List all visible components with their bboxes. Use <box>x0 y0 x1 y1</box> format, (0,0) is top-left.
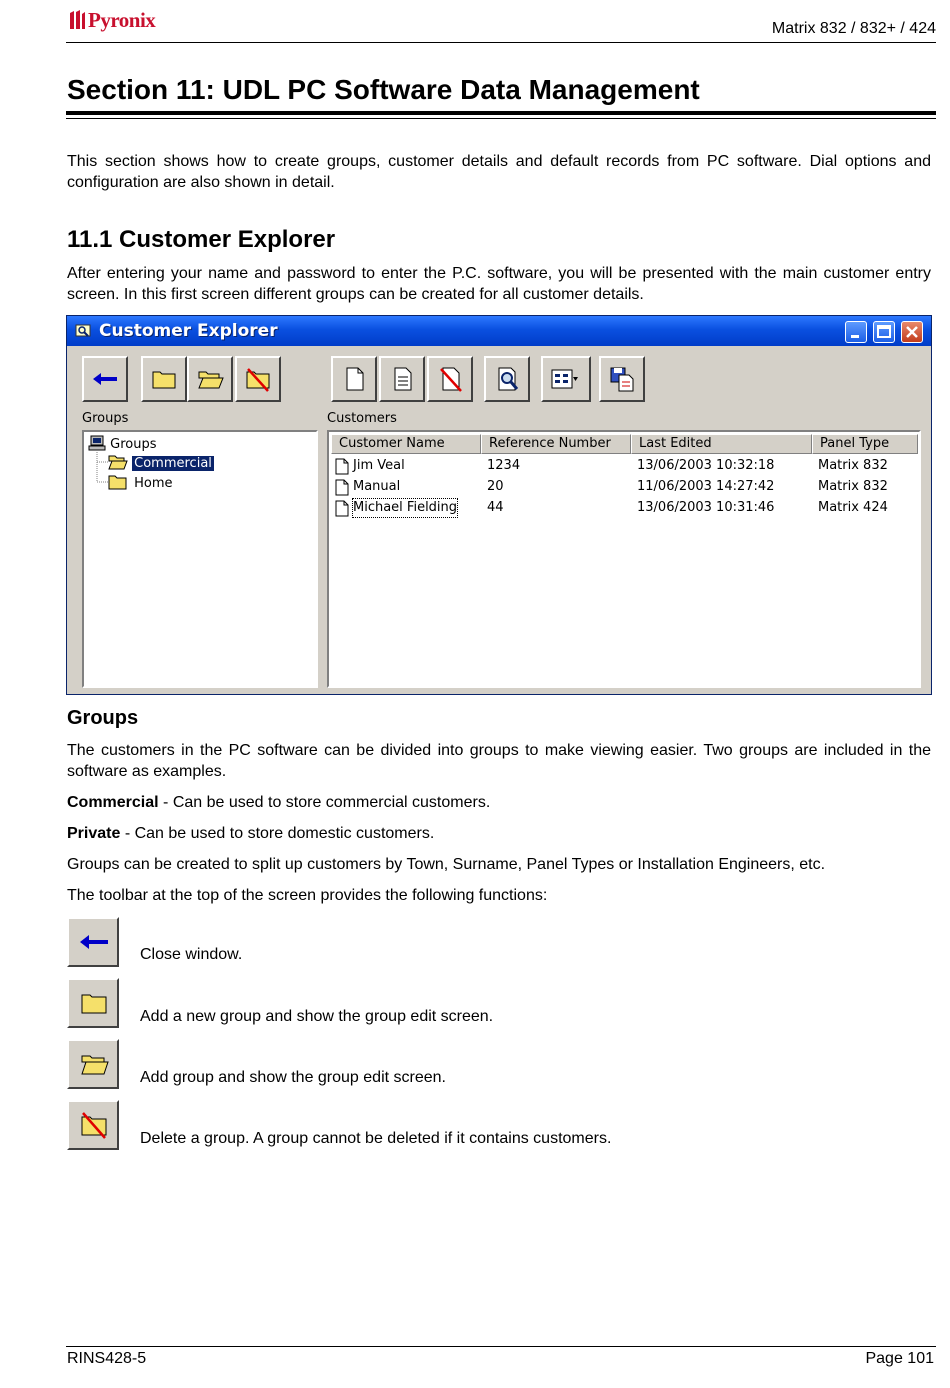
private-term: Private <box>67 825 121 842</box>
column-header-name[interactable]: Customer Name <box>331 434 481 454</box>
open-folder-icon <box>108 454 128 470</box>
customer-file-icon <box>335 458 349 475</box>
pyronix-logo <box>68 8 155 33</box>
groups-paragraph: The customers in the PC software can be divided into groups to make viewing easier. Two groups are included in the software as examples. <box>67 742 931 780</box>
title-rule-thick <box>66 111 936 115</box>
column-header-panel-type[interactable]: Panel Type <box>812 434 918 454</box>
function-desc-delete-group: Delete a group. A group cannot be deleted if it contains customers. <box>140 1130 612 1147</box>
new-group-icon <box>150 365 178 393</box>
back-button[interactable] <box>82 356 128 402</box>
back-arrow-icon <box>79 927 109 957</box>
cell-panel: Matrix 832 <box>818 458 888 473</box>
cell-panel: Matrix 832 <box>818 479 888 494</box>
subsection-heading: 11.1 Customer Explorer <box>67 226 336 253</box>
column-header-reference[interactable]: Reference Number <box>481 434 631 454</box>
product-name: Matrix 832 / 832+ / 424 <box>771 20 936 37</box>
view-options-button[interactable] <box>541 356 591 402</box>
section-title: Section 11: UDL PC Software Data Management <box>67 74 700 105</box>
commercial-definition <box>67 792 931 813</box>
close-icon <box>902 322 922 342</box>
close-window-function-button <box>67 917 119 967</box>
back-arrow-icon <box>91 365 119 393</box>
minimize-icon <box>846 322 866 342</box>
new-customer-button[interactable] <box>331 356 377 402</box>
footer-rule <box>66 1346 936 1347</box>
new-group-icon <box>79 988 109 1018</box>
minimize-button[interactable] <box>845 321 867 343</box>
search-icon <box>493 365 521 393</box>
private-desc: - Can be used to store domestic customers. <box>120 825 435 842</box>
customer-explorer-window <box>66 315 932 695</box>
groups-pane-label: Groups <box>82 411 129 426</box>
maximize-button[interactable] <box>873 321 895 343</box>
open-group-function-button <box>67 1039 119 1089</box>
cell-panel: Matrix 424 <box>818 500 888 515</box>
tree-item-home-label: Home <box>134 476 173 491</box>
groups-tree[interactable] <box>82 430 318 688</box>
new-group-function-button <box>67 978 119 1028</box>
title-rule-thin <box>66 118 936 119</box>
cell-ref: 1234 <box>487 458 521 473</box>
folder-icon <box>108 474 128 490</box>
customer-file-icon <box>335 500 349 517</box>
delete-group-icon <box>79 1110 109 1140</box>
new-group-button[interactable] <box>141 356 187 402</box>
cell-edited: 13/06/2003 10:32:18 <box>637 458 775 473</box>
delete-group-function-button <box>67 1100 119 1150</box>
save-records-icon <box>608 365 636 393</box>
table-row[interactable] <box>333 499 913 519</box>
document-reference: RINS428-5 <box>67 1350 147 1367</box>
open-group-icon <box>79 1049 109 1079</box>
explorer-window-icon <box>75 323 91 339</box>
customer-file-icon <box>335 479 349 496</box>
view-options-icon <box>550 365 578 393</box>
tree-item-commercial[interactable] <box>108 454 214 471</box>
cell-name: Jim Veal <box>353 458 405 473</box>
intro-paragraph: This section shows how to create groups, customer details and default records from PC software. Dial options and configuration are also shown in detail. <box>67 153 931 191</box>
cell-name: Manual <box>353 479 401 494</box>
edit-customer-button[interactable] <box>379 356 425 402</box>
delete-customer-button[interactable] <box>427 356 473 402</box>
page-number: Page 101 <box>865 1350 934 1367</box>
edit-customer-icon <box>388 365 416 393</box>
delete-group-button[interactable] <box>235 356 281 402</box>
window-title: Customer Explorer <box>99 321 278 341</box>
open-group-icon <box>196 365 224 393</box>
window-titlebar[interactable] <box>67 316 931 346</box>
new-customer-icon <box>340 365 368 393</box>
column-header-last-edited[interactable]: Last Edited <box>631 434 812 454</box>
split-paragraph: Groups can be created to split up customers by Town, Surname, Panel Types or Installation Engineers, etc. <box>67 856 826 873</box>
table-row[interactable] <box>333 478 913 498</box>
logo-text: Pyronix <box>88 8 156 32</box>
subsection-paragraph: After entering your name and password to enter the P.C. software, you will be presented with the main customer entry screen. In this first screen different groups can be created for all customer details. <box>67 265 931 303</box>
function-desc-add-group: Add group and show the group edit screen. <box>140 1069 446 1086</box>
computer-icon <box>88 435 106 451</box>
cell-edited: 11/06/2003 14:27:42 <box>637 479 775 494</box>
table-row[interactable] <box>333 457 913 477</box>
tree-root-label: Groups <box>110 437 157 452</box>
tree-item-home[interactable] <box>108 474 175 491</box>
maximize-icon <box>874 322 894 342</box>
commercial-term: Commercial <box>67 794 159 811</box>
save-records-button[interactable] <box>599 356 645 402</box>
groups-heading: Groups <box>67 707 139 729</box>
delete-group-icon <box>244 365 272 393</box>
customers-list[interactable] <box>327 430 921 688</box>
header-rule <box>66 42 936 43</box>
toolbar-intro: The toolbar at the top of the screen provides the following functions: <box>67 887 548 904</box>
logo-flame-icon <box>68 10 86 30</box>
cell-edited: 13/06/2003 10:31:46 <box>637 500 775 515</box>
find-customer-button[interactable] <box>484 356 530 402</box>
close-window-button[interactable] <box>901 321 923 343</box>
commercial-desc: - Can be used to store commercial customers. <box>158 794 491 811</box>
function-desc-close: Close window. <box>140 946 243 963</box>
tree-item-commercial-label: Commercial <box>134 456 212 471</box>
cell-ref: 20 <box>487 479 504 494</box>
private-definition <box>67 823 931 844</box>
cell-name: Michael Fielding <box>353 500 458 515</box>
open-group-button[interactable] <box>187 356 233 402</box>
delete-customer-icon <box>436 365 464 393</box>
customers-pane-label: Customers <box>327 411 397 426</box>
function-desc-new-group: Add a new group and show the group edit screen. <box>140 1008 494 1025</box>
cell-ref: 44 <box>487 500 504 515</box>
